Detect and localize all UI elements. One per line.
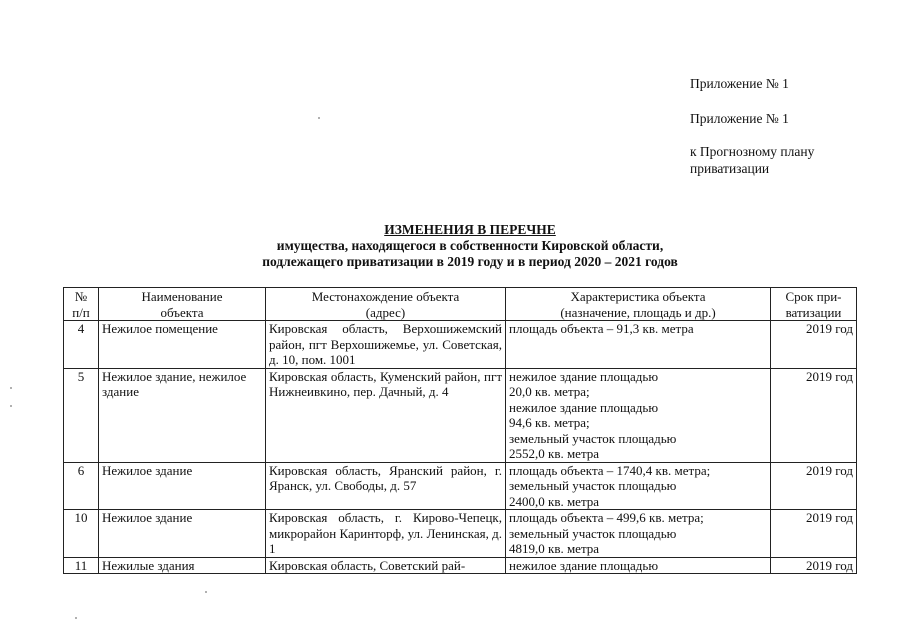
row-location: Кировская область, Советский рай- xyxy=(266,557,506,574)
header-name-line2: объекта xyxy=(160,304,204,320)
row-location: Кировская область, г. Кирово-Чепецк, микрорайон Каринторф, ул. Ленинская, д. 1 xyxy=(266,510,506,558)
row-characteristics xyxy=(506,368,771,462)
characteristic-line: земельный участок площадью xyxy=(509,478,677,493)
characteristic-line: 4819,0 кв. метра xyxy=(509,541,600,556)
characteristic-line: площадь объекта – 1740,4 кв. метра; xyxy=(509,462,711,478)
characteristic-line: площадь объекта – 499,6 кв. метра; xyxy=(509,510,704,525)
row-name: Нежилое здание xyxy=(99,510,266,558)
table-row xyxy=(64,557,857,574)
document-title xyxy=(180,222,760,270)
characteristic-line: 2552,0 кв. метра xyxy=(509,446,600,461)
row-characteristics xyxy=(506,321,771,369)
scan-speck xyxy=(75,617,77,619)
scan-speck xyxy=(318,117,320,119)
characteristic-line: 94,6 кв. метра; xyxy=(509,415,590,430)
row-number: 10 xyxy=(64,510,99,558)
row-location: Кировская область, Верхошижемский район, пгт Верхошижемье, ул. Советская, д. 10, пом. 1001 xyxy=(266,321,506,369)
title-subtitle-1: имущества, находящегося в собственности Кировской области, xyxy=(276,238,664,253)
header-name xyxy=(99,288,266,321)
characteristic-line: земельный участок площадью xyxy=(509,525,677,541)
header-term xyxy=(771,288,857,321)
row-term: 2019 год xyxy=(771,462,857,510)
scan-speck xyxy=(10,405,12,407)
scan-speck xyxy=(10,387,12,389)
table-header-row xyxy=(64,288,857,321)
table-row xyxy=(64,462,857,510)
characteristic-line: нежилое здание площадью xyxy=(509,399,659,415)
privatization-table xyxy=(63,287,857,574)
annex-reference-line2: приватизации xyxy=(690,161,770,176)
scan-speck xyxy=(205,591,207,593)
table-row xyxy=(64,510,857,558)
row-name: Нежилое здание xyxy=(99,462,266,510)
header-name-line1: Наименование xyxy=(141,289,223,304)
header-characteristics-line2: (назначение, площадь и др.) xyxy=(560,304,716,320)
header-location-line2: (адрес) xyxy=(365,304,406,320)
row-name: Нежилые здания xyxy=(99,557,266,574)
title-main: ИЗМЕНЕНИЯ В ПЕРЕЧНЕ xyxy=(384,222,556,237)
row-characteristics xyxy=(506,510,771,558)
row-term: 2019 год xyxy=(771,510,857,558)
row-number: 6 xyxy=(64,462,99,510)
row-location: Кировская область, Куменский район, пгт Нижнеивкино, пер. Дачный, д. 4 xyxy=(266,368,506,462)
header-term-line1: Срок при- xyxy=(785,289,842,304)
characteristic-line: 20,0 кв. метра; xyxy=(509,384,590,399)
characteristic-line: 2400,0 кв. метра xyxy=(509,493,600,509)
row-number: 4 xyxy=(64,321,99,369)
title-subtitle-2: подлежащего приватизации в 2019 году и в период 2020 – 2021 годов xyxy=(262,254,678,269)
row-term: 2019 год xyxy=(771,368,857,462)
header-characteristics xyxy=(506,288,771,321)
row-characteristics xyxy=(506,557,771,574)
row-name: Нежилое здание, нежилое здание xyxy=(99,368,266,462)
annex-label: Приложение № 1 xyxy=(690,76,789,91)
table-row xyxy=(64,368,857,462)
annex-label-repeat: Приложение № 1 xyxy=(690,111,789,126)
header-location xyxy=(266,288,506,321)
header-number-line1: № xyxy=(74,289,88,304)
header-characteristics-line1: Характеристика объекта xyxy=(570,289,706,304)
characteristic-line: нежилое здание площадью xyxy=(509,368,659,384)
characteristic-line: площадь объекта – 91,3 кв. метра xyxy=(509,321,694,336)
table-row xyxy=(64,321,857,369)
characteristic-line: нежилое здание площадью xyxy=(509,557,659,573)
header-term-line2: ватизации xyxy=(785,304,842,320)
row-characteristics xyxy=(506,462,771,510)
row-term: 2019 год xyxy=(771,321,857,369)
header-location-line1: Местонахождение объекта xyxy=(311,289,460,304)
header-number-line2: п/п xyxy=(72,304,90,320)
annex-reference-line1: к Прогнозному плану xyxy=(690,144,815,159)
row-location: Кировская область, Яранский район, г. Яранск, ул. Свободы, д. 57 xyxy=(266,462,506,510)
header-number xyxy=(64,288,99,321)
row-number: 5 xyxy=(64,368,99,462)
row-number: 11 xyxy=(64,557,99,574)
row-term: 2019 год xyxy=(771,557,857,574)
characteristic-line: земельный участок площадью xyxy=(509,430,677,446)
annex-reference xyxy=(690,143,814,177)
row-name: Нежилое помещение xyxy=(99,321,266,369)
